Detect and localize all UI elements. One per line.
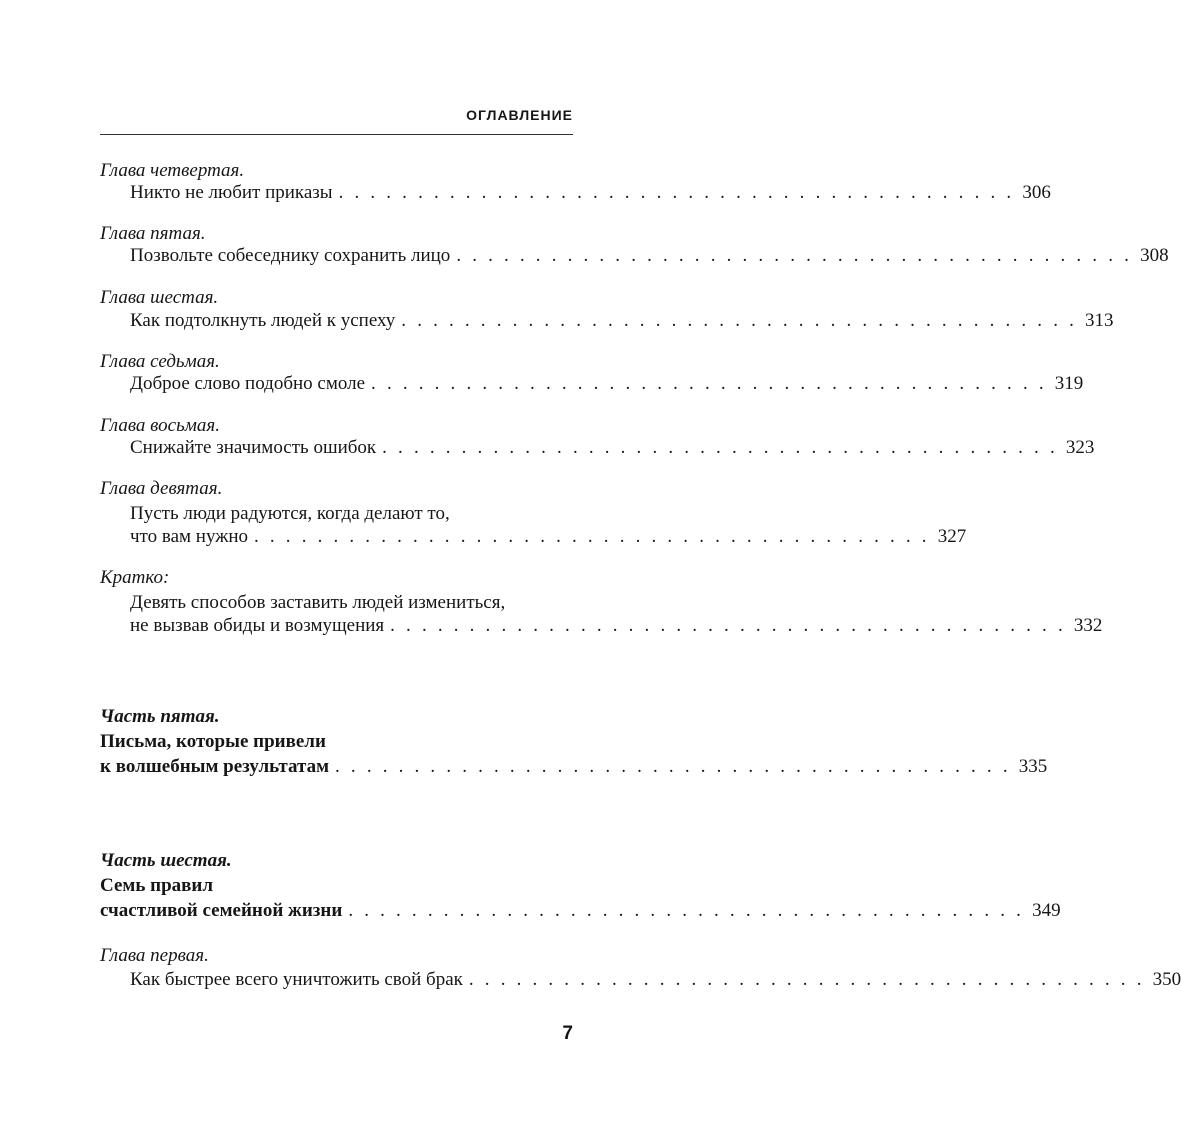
- leader-dots: . . . . . . . . . . . . . . . . . . . . . . . . . . . . . . . . . . . . . . . . . . .: [390, 615, 1066, 636]
- leader-dots: . . . . . . . . . . . . . . . . . . . . . . . . . . . . . . . . . . . . . . . . . . .: [382, 437, 1058, 458]
- page-number: 335: [1018, 756, 1048, 777]
- page-number: 327: [937, 526, 967, 547]
- chapter-label: Глава первая.: [100, 945, 209, 966]
- leader-dots: . . . . . . . . . . . . . . . . . . . . . . . . . . . . . . . . . . . . . . . . . . .: [468, 969, 1145, 990]
- part-title: счастливой семейной жизни: [100, 900, 343, 921]
- toc-entry[interactable]: [130, 373, 1084, 395]
- entry-title: Как подтолкнуть людей к успеху: [130, 310, 396, 331]
- entry-title: не вызвав обиды и возмущения: [130, 615, 385, 636]
- part-label: Часть шестая.: [100, 850, 232, 871]
- leader-dots: . . . . . . . . . . . . . . . . . . . . . . . . . . . . . . . . . . . . . . . . . . .: [338, 182, 1015, 203]
- leader-dots: . . . . . . . . . . . . . . . . . . . . . . . . . . . . . . . . . . . . . . . . . . .: [401, 310, 1078, 331]
- entry-title-line: Пусть люди радуются, когда делают то,: [130, 503, 450, 524]
- page-number: 306: [1022, 182, 1051, 203]
- leader-dots: . . . . . . . . . . . . . . . . . . . . . . . . . . . . . . . . . . . . . . . . . . .: [254, 526, 930, 547]
- page-number: 350: [1152, 969, 1181, 990]
- chapter-label: Глава четвертая.: [100, 160, 245, 181]
- entry-title: Никто не любит приказы: [130, 182, 333, 203]
- part-title-line: Семь правил: [100, 875, 214, 896]
- running-head: ОГЛАВЛЕНИЕ: [466, 107, 573, 123]
- page-number: 313: [1085, 310, 1114, 331]
- chapter-label: Глава восьмая.: [100, 415, 220, 436]
- entry-title: Позвольте собеседнику сохранить лицо: [130, 245, 451, 266]
- header-rule: [100, 134, 573, 135]
- part-label: Часть пятая.: [100, 706, 220, 727]
- chapter-label: Глава пятая.: [100, 223, 206, 244]
- toc-entry[interactable]: [130, 437, 1095, 459]
- toc-entry[interactable]: [130, 245, 1169, 267]
- toc-entry[interactable]: [130, 615, 1103, 637]
- chapter-label: Глава девятая.: [100, 478, 223, 499]
- leader-dots: . . . . . . . . . . . . . . . . . . . . . . . . . . . . . . . . . . . . . . . . . . .: [335, 756, 1011, 777]
- page-number: 332: [1073, 615, 1103, 636]
- entry-title: Доброе слово подобно смоле: [130, 373, 366, 394]
- leader-dots: . . . . . . . . . . . . . . . . . . . . . . . . . . . . . . . . . . . . . . . . . . .: [456, 245, 1133, 266]
- entry-title: что вам нужно: [130, 526, 248, 547]
- toc-entry[interactable]: [130, 969, 1181, 991]
- page-number: 323: [1065, 437, 1095, 458]
- entry-title: Снижайте значимость ошибок: [130, 437, 377, 458]
- toc-entry-part[interactable]: [100, 900, 1061, 922]
- chapter-label: Кратко:: [100, 567, 170, 588]
- page-number: 319: [1054, 373, 1084, 394]
- part-title-line: Письма, которые привели: [100, 731, 326, 752]
- toc-entry[interactable]: [130, 310, 1114, 332]
- chapter-label: Глава седьмая.: [100, 351, 220, 372]
- page-number: 349: [1032, 900, 1061, 921]
- toc-entry[interactable]: [130, 182, 1051, 204]
- page-folio: 7: [562, 1023, 573, 1044]
- toc-entry[interactable]: [130, 526, 967, 548]
- leader-dots: . . . . . . . . . . . . . . . . . . . . . . . . . . . . . . . . . . . . . . . . . . .: [371, 373, 1047, 394]
- chapter-label: Глава шестая.: [100, 287, 219, 308]
- page-number: 308: [1140, 245, 1169, 266]
- leader-dots: . . . . . . . . . . . . . . . . . . . . . . . . . . . . . . . . . . . . . . . . . . .: [348, 900, 1025, 921]
- part-title: к волшебным результатам: [100, 756, 330, 777]
- toc-entry-part[interactable]: [100, 756, 1048, 778]
- entry-title-line: Девять способов заставить людей измениться,: [130, 592, 506, 613]
- entry-title: Как быстрее всего уничтожить свой брак: [130, 969, 463, 990]
